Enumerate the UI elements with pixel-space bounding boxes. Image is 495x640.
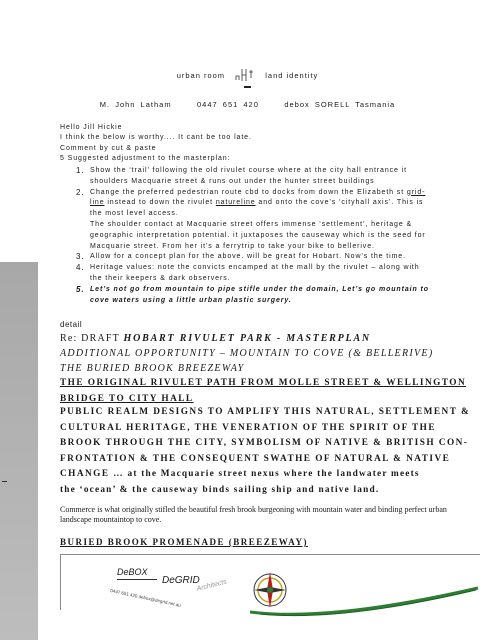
letter-intro <box>60 123 470 165</box>
contact-name: M. John Latham <box>99 100 172 109</box>
additional-opportunity: ADDITIONAL OPPORTUNITY – MOUNTAIN TO COVE (& BELLERIVE) <box>60 348 434 359</box>
underlined-term: natureline <box>215 199 256 207</box>
realm-line-part: CHANGE … <box>60 469 125 479</box>
original-path-heading <box>60 376 465 407</box>
item-text: the most level access. <box>90 210 179 218</box>
item-text: Let’s not go from mountain to pipe stifle under the domain, Let’s go mountain to <box>90 285 429 293</box>
item-number: 4. <box>76 263 85 273</box>
item-text: Macquarie street. From her it’s a ferrytrip to take your bike to bellerive. <box>90 242 375 250</box>
buried-brook-title: THE BURIED BROOK BREEZEWAY <box>60 363 245 374</box>
item-text: cove waters using a little urban plastic surgery. <box>90 296 292 304</box>
list-item <box>60 252 470 263</box>
realm-line: CULTURAL HERITAGE, THE VENERATION OF THE SPIRIT OF THE <box>60 422 436 433</box>
footer-rule <box>60 554 480 555</box>
brand-architects: Architects <box>196 578 228 593</box>
detail-label: detail <box>60 320 83 329</box>
item-number: 5. <box>76 284 85 294</box>
realm-line: BROOK THROUGH THE CITY, SYMBOLISM OF NATIVE & BRITISH CON- <box>60 438 469 448</box>
intro-line-1: I think the below is worthy.... It cant be too late. <box>60 134 252 142</box>
item-text-part: Change the preferred pedestrian route cbd to docks from down the Elizabeth st <box>90 188 407 196</box>
item-text: shoulders Macquarie street & runs out under the hunter street buildings <box>90 177 375 185</box>
contact-line <box>0 100 495 109</box>
urban-room-logo-icon <box>234 68 256 84</box>
underlined-term: line <box>90 199 105 207</box>
contact-address: debox SORELL Tasmania <box>284 100 396 109</box>
promenade-heading: BURIED BROOK PROMENADE (BREEZEWAY) <box>60 537 308 547</box>
item-text: the their keepers & dark observers. <box>90 274 231 282</box>
realm-line <box>60 467 465 483</box>
left-margin-bar <box>0 262 38 640</box>
item-number: 3. <box>76 252 85 262</box>
item-number: 2. <box>76 187 85 197</box>
realm-line: the ‘ocean’ & the causeway binds sailing ship and native land. <box>60 484 380 495</box>
item-text-part: and onto the cove’s ‘cityhall axis’. This is <box>255 199 424 207</box>
header-dash <box>244 86 251 88</box>
realm-line: PUBLIC REALM DESIGNS TO AMPLIFY THIS NATURAL, SETTLEMENT & <box>60 407 471 417</box>
contact-phone: 0447 651 420 <box>197 100 259 109</box>
list-item <box>60 188 470 253</box>
list-item <box>60 263 470 285</box>
heading-line: BRIDGE TO CITY HALL <box>60 393 194 404</box>
list-item <box>60 285 470 307</box>
realm-line-part: at the Macquarie street nexus where the landwater meets <box>124 469 420 479</box>
intro-line-2: Comment by cut & paste <box>60 144 157 152</box>
re-title: HOBART RIVULET PARK - MASTERPLAN <box>123 333 371 344</box>
brand-phone: 0447 651 420 debox@degrid.net.au <box>109 588 182 608</box>
commerce-paragraph: Commerce is what originally stifled the beautiful fresh brook burgeoning with mountain water and binding perfect urban landscape mountaintop to cove. <box>60 505 447 524</box>
footer-rule <box>60 554 61 610</box>
brand-header <box>0 68 495 84</box>
compass-logo-icon <box>250 568 480 623</box>
list-item <box>60 166 470 188</box>
public-realm-block <box>60 405 471 498</box>
re-prefix: Re: DRAFT <box>60 333 120 344</box>
suggestion-list <box>60 166 470 306</box>
item-text: Show the ‘trail’ following the old rivulet course where at the city hall entrance it <box>90 167 407 174</box>
margin-tick <box>2 481 7 482</box>
re-line <box>60 333 371 344</box>
item-text: The shoulder contact at Macquarie street offers immense ‘settlement’, heritage & <box>90 220 413 228</box>
item-number: 1. <box>76 166 85 175</box>
item-text <box>90 198 470 209</box>
brand-debox: DeBOX <box>117 567 148 577</box>
item-text: Allow for a concept plan for the above. will be great for Hobart. Now’s the time. <box>90 253 406 261</box>
underlined-term: grid- <box>406 188 426 196</box>
item-text <box>90 188 470 199</box>
item-text: Heritage values: note the convicts encamped at the mall by the rivulet – along with <box>90 264 420 272</box>
realm-line: FRONTATION & THE CONSEQUENT SWATHE OF NATURAL & NATIVE <box>60 453 451 464</box>
item-text: geographic interpretation potential. it juxtaposes the causeway which is the seed for <box>90 231 426 239</box>
intro-line-3: 5 Suggested adjustment to the masterplan: <box>60 155 231 163</box>
brand-right-text: land identity <box>265 70 319 80</box>
item-text-part: instead to down the rivulet <box>104 199 216 207</box>
greeting: Hello Jill Hickie <box>60 124 123 131</box>
brand-degrid: DeGRID <box>162 575 200 586</box>
brand-left-text: urban room <box>176 70 226 80</box>
brand-underline <box>117 579 157 580</box>
heading-line: THE ORIGINAL RIVULET PATH FROM MOLLE STREET & WELLINGTON <box>60 378 467 388</box>
